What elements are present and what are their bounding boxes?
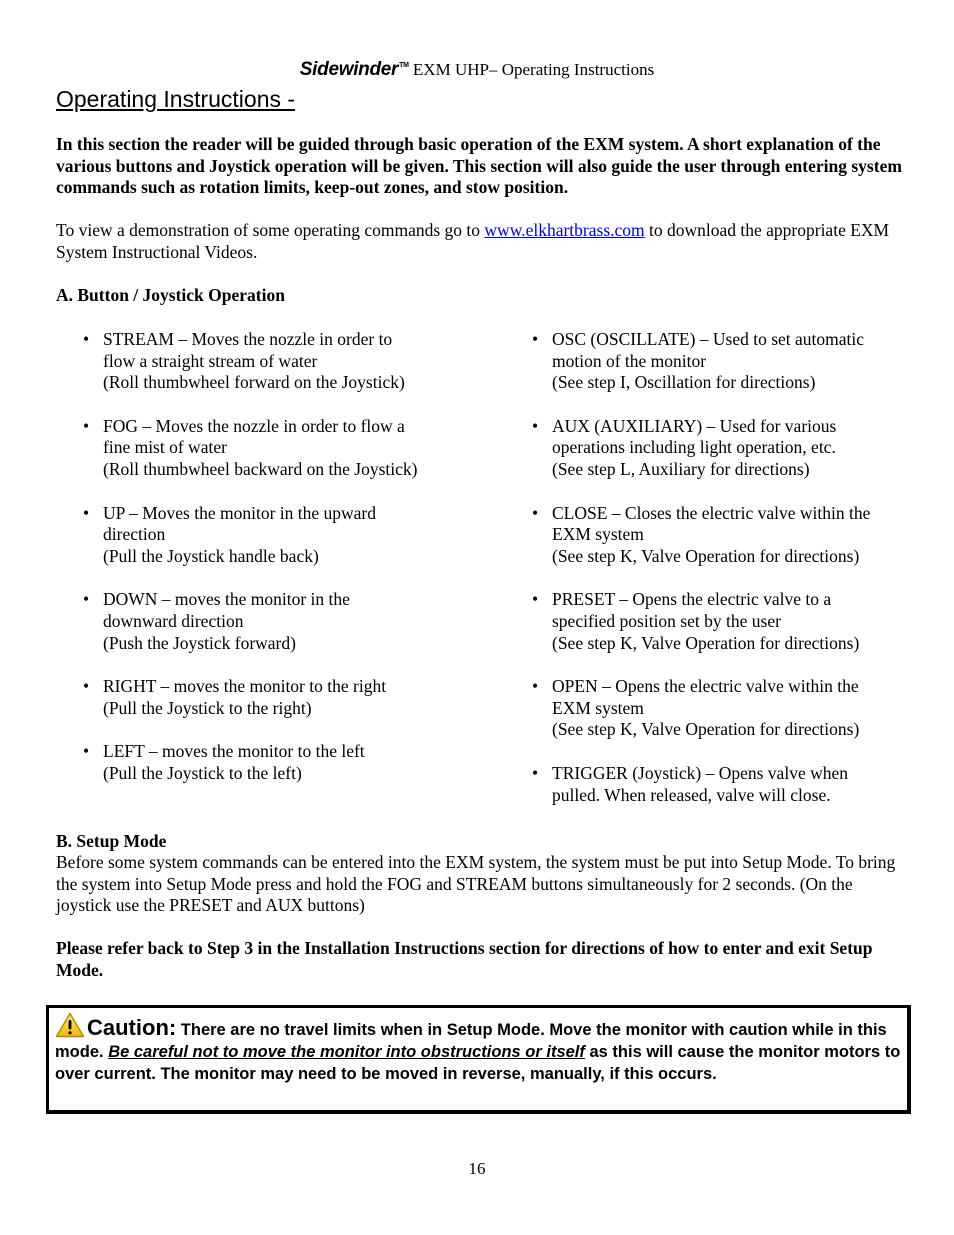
header-title: EXM UHP– Operating Instructions — [408, 60, 655, 79]
bullet-line: pulled. When released, valve will close. — [552, 784, 831, 805]
bullet-icon: • — [83, 741, 90, 762]
intro-paragraph: In this section the reader will be guided through basic operation of the EXM system. A short explanation of the various buttons and Joystick operation will be given. This section will also guide the user through entering system commands such as rotation limits, keep-out zones, and stow position. — [56, 134, 902, 198]
bullet-item — [83, 589, 463, 654]
bullet-icon: • — [83, 502, 90, 523]
bullet-item — [83, 416, 463, 481]
bullet-line: operations including light operation, etc. — [552, 437, 836, 458]
bullet-line: EXM system — [552, 524, 644, 545]
bullet-line: OSC (OSCILLATE) – Used to set automatic — [552, 329, 865, 349]
bullet-item — [83, 329, 463, 394]
page-heading: Operating Instructions - — [56, 86, 296, 112]
bullet-line: DOWN – moves the monitor in the — [103, 589, 350, 610]
bullet-icon: • — [83, 589, 90, 610]
bullet-item — [83, 503, 463, 568]
bullet-line: (Pull the Joystick to the left) — [103, 762, 302, 783]
bullet-line: TRIGGER (Joystick) – Opens valve when — [552, 762, 848, 783]
bullet-line: (See step L, Auxiliary for directions) — [552, 458, 810, 479]
bullet-line: OPEN – Opens the electric valve within the — [552, 676, 859, 697]
bullet-line: direction — [103, 524, 166, 545]
bullet-line: (Push the Joystick forward) — [103, 632, 296, 653]
bullet-line: (Roll thumbwheel backward on the Joystick) — [103, 458, 418, 479]
bullet-icon: • — [83, 676, 90, 697]
elkhartbrass-link[interactable]: www.elkhartbrass.com — [484, 220, 645, 240]
bullet-item — [83, 741, 463, 784]
bullet-icon: • — [532, 415, 539, 436]
bullet-line: EXM system — [552, 697, 644, 718]
bullet-item — [83, 676, 463, 719]
bullet-item — [532, 329, 912, 394]
bullet-item — [532, 503, 912, 568]
bullet-line: (Pull the Joystick to the right) — [103, 697, 312, 718]
bullet-line: specified position set by the user — [552, 610, 781, 631]
bullet-line: fine mist of water — [103, 437, 227, 458]
bullet-line: UP – Moves the monitor in the upward — [103, 502, 377, 523]
page-number: 16 — [468, 1159, 486, 1178]
warning-triangle-icon — [55, 1012, 85, 1038]
bullet-line: downward direction — [103, 610, 244, 631]
brand-logo: Sidewinder™ — [299, 59, 409, 80]
bullet-line: RIGHT – moves the monitor to the right — [103, 676, 387, 697]
bullet-line: (See step I, Oscillation for directions) — [552, 372, 816, 393]
bullet-line: PRESET – Opens the electric valve to a — [552, 589, 832, 610]
bullet-line: (See step K, Valve Operation for directions) — [552, 719, 860, 740]
bullet-line: (Roll thumbwheel forward on the Joystick) — [103, 372, 405, 393]
bullet-line: flow a straight stream of water — [103, 350, 318, 371]
bullet-line: (See step K, Valve Operation for directions) — [552, 632, 860, 653]
bullet-item — [532, 589, 912, 654]
bullet-line: CLOSE – Closes the electric valve within the — [552, 502, 871, 523]
page-header — [0, 55, 954, 81]
bullet-icon: • — [532, 502, 539, 523]
setup-paragraph: Before some system commands can be entered into the EXM system, the system must be put into Setup Mode. To bring the system into Setup Mode press and hold the FOG and STREAM buttons simultaneously for 2 seconds. (On the joystick use the PRESET and AUX buttons) — [56, 852, 896, 916]
bullet-line: (See step K, Valve Operation for directions) — [552, 545, 860, 566]
bullet-icon: • — [83, 329, 90, 349]
bullet-icon: • — [532, 676, 539, 697]
caution-text: Caution: There are no travel limits when in Setup Mode. Move the monitor with caution while in this mode. Be careful not to move the monitor into obstructions or itself as this will cause the monitor motors to over current. The monitor may need to be moved in reverse, manually, if this occurs. — [55, 1012, 901, 1085]
caution-box — [46, 1005, 911, 1114]
bullet-line: FOG – Moves the nozzle in order to flow a — [103, 415, 405, 436]
bullet-icon: • — [83, 415, 90, 436]
bullet-line: STREAM – Moves the nozzle in order to — [103, 329, 393, 349]
bullet-line: LEFT – moves the monitor to the left — [103, 741, 365, 762]
bullet-icon: • — [532, 762, 539, 783]
bullet-line: AUX (AUXILIARY) – Used for various — [552, 415, 837, 436]
refer-paragraph: Please refer back to Step 3 in the Installation Instructions section for directions of how to enter and exit Setup Mode. — [56, 938, 873, 980]
bullet-item — [532, 416, 912, 481]
caution-label: Caution: — [87, 1015, 177, 1040]
bullet-list-right — [532, 329, 912, 828]
bullet-icon: • — [532, 329, 539, 349]
bullet-line: (Pull the Joystick handle back) — [103, 545, 319, 566]
section-b-title: B. Setup Mode — [56, 831, 167, 851]
bullet-list-left — [83, 329, 463, 807]
bullet-icon: • — [532, 589, 539, 610]
bullet-line: motion of the monitor — [552, 350, 707, 371]
section-a-title: A. Button / Joystick Operation — [56, 285, 285, 305]
bullet-item — [532, 763, 912, 806]
demo-paragraph: To view a demonstration of some operating commands go to www.elkhartbrass.com to download the appropriate EXM System Instructional Videos. — [56, 220, 890, 262]
bullet-item — [532, 676, 912, 741]
caution-emphasis: Be careful not to move the monitor into obstructions or itself — [108, 1043, 585, 1061]
